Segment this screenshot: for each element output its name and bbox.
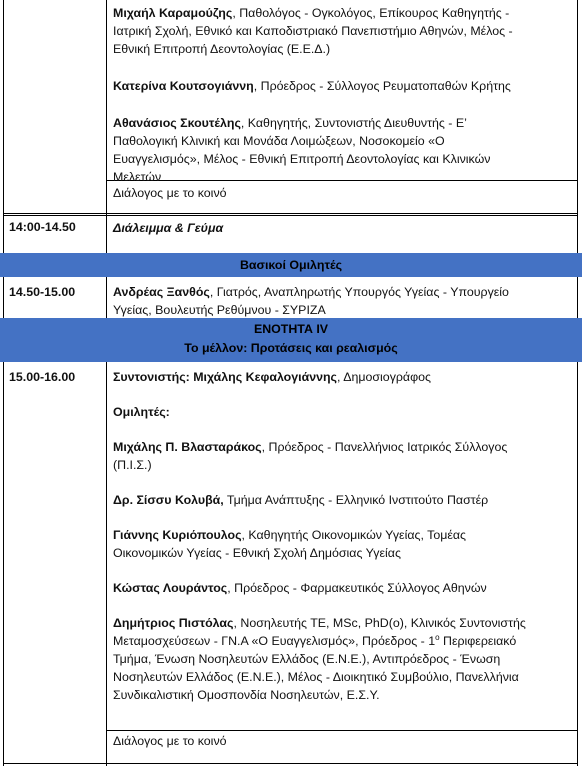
speaker-entry — [113, 4, 575, 58]
speaker-desc: Ιατρική Σχολή, Εθνικό και Καποδιστριακό Πανεπιστήμιο Αθηνών, Μέλος - — [113, 24, 513, 38]
divider-bottom-dialogue — [106, 730, 578, 731]
section-number: ΕΝΟΤΗΤΑ IV — [253, 322, 329, 336]
speaker-desc: , Πρόεδρος - Σύλλογος Ρευματοπαθών Κρήτης — [253, 79, 511, 93]
speaker-entry — [113, 579, 575, 597]
section-title: Το μέλλον: Προτάσεις και ρεαλισμός — [184, 341, 398, 355]
ordinal-superscript: ο — [435, 632, 440, 642]
speaker-desc: , Καθηγητής Οικονομικών Υγείας, Τομέας — [241, 528, 467, 542]
speaker-entry — [113, 77, 575, 95]
moderator-line — [113, 368, 575, 386]
speaker-desc: Περιφερειακό — [439, 634, 517, 648]
dialogue-text: Διάλογος με το κοινό — [113, 734, 227, 748]
speaker-entry — [113, 491, 575, 509]
keynote-cell — [113, 283, 575, 319]
speaker-entry — [113, 438, 575, 474]
speaker-desc: , Νοσηλευτής ΤΕ, MSc, PhD(o), Κλινικός Συντονιστής — [233, 616, 526, 630]
speaker-desc: Συνδικαλιστική Ομοσπονδία Νοσηλευτών, Ε.Σ.Υ. — [113, 688, 380, 702]
speaker-desc: , Πρόεδρος - Πανελλήνιος Ιατρικός Σύλλογος — [261, 440, 508, 454]
divider-row — [3, 215, 578, 216]
speaker-name: Ανδρέας Ξανθός — [113, 285, 210, 299]
break-label: Διάλειμμα & Γεύμα — [113, 221, 224, 235]
speaker-entry — [113, 614, 575, 704]
speaker-name: Κατερίνα Κουτσογιάννη — [113, 79, 254, 93]
speaker-name: Γιάννης Κυριόπουλος — [113, 528, 242, 542]
speaker-name: Κώστας Λουράντος — [113, 581, 228, 595]
speaker-name: Αθανάσιος Σκουτέλης — [113, 116, 241, 130]
speaker-desc: Ευαγγελισμός», Μέλος - Εθνική Επιτροπή Δεοντολογίας και Κλινικών — [113, 152, 491, 166]
moderator-role: , Δημοσιογράφος — [337, 370, 431, 384]
speaker-desc: , Καθηγητής, Συντονιστής Διευθυντής - Ε’ — [240, 116, 467, 130]
speaker-name: Δημήτριος Πιστόλας — [113, 616, 234, 630]
speaker-desc: Οικονομικών Υγείας - Εθνική Σχολή Δημόσιας Υγείας — [113, 546, 401, 560]
divider-row — [3, 213, 578, 214]
speaker-name: Μιχάλης Π. Βλασταράκος — [113, 440, 262, 454]
column-divider — [106, 0, 107, 766]
right-border — [577, 0, 578, 766]
speaker-desc: Νοσηλευτών Ελλάδος (Ε.Ν.Ε.), Μέλος - Διοικητικό Συμβούλιο, Πανελλήνια — [113, 670, 519, 684]
speaker-name: Δρ. Σίσσυ Κολυβά, — [113, 493, 224, 507]
speaker-name: Μιχαήλ Καραμούζης — [113, 6, 233, 20]
session-cell — [113, 368, 575, 704]
speaker-desc: (Π.Ι.Σ.) — [113, 458, 152, 472]
band-title: Βασικοί Ομιλητές — [239, 258, 343, 272]
speaker-desc: Τμήμα Ανάπτυξης - Ελληνικό Ινστιτούτο Παστέρ — [223, 493, 489, 507]
speaker-desc: Υγείας, Βουλευτής Ρεθύμνου - ΣΥΡΙΖΑ — [113, 303, 326, 317]
speaker-desc: Μεταμοσχεύσεων - ΓΝ.Α «Ο Ευαγγελισμός», Πρόεδρος - 1 — [113, 634, 436, 648]
speaker-desc: Εθνική Επιτροπή Δεοντολογίας (Ε.Ε.Δ.) — [113, 42, 331, 56]
moderator-label: Συντονιστής — [113, 370, 186, 384]
speaker-desc: , Παθολόγος - Ογκολόγος, Επίκουρος Καθηγητής - — [232, 6, 510, 20]
time-slot: 14:00-14.50 — [9, 220, 76, 234]
time-slot: 14.50-15.00 — [9, 285, 76, 299]
top-speakers-cell — [113, 4, 575, 186]
moderator-name: : Μιχάλης Κεφαλογιάννης — [185, 370, 337, 384]
left-border — [3, 0, 4, 766]
bottom-border — [3, 763, 578, 764]
speaker-desc: , Γιατρός, Αναπληρωτής Υπουργός Υγείας - Υπουργείο — [209, 285, 509, 299]
speaker-desc: Παθολογική Κλινική και Μονάδα Λοιμώξεων, Νοσοκομείο «Ο — [113, 134, 445, 148]
speaker-entry — [113, 526, 575, 562]
speakers-heading: Ομιλητές: — [113, 405, 170, 419]
speaker-desc: Τμήμα, Ένωση Νοσηλευτών Ελλάδος (Ε.Ν.Ε.), Αντιπρόεδρος - Ένωση — [113, 652, 501, 666]
speaker-desc: , Πρόεδρος - Φαρμακευτικός Σύλλογος Αθηνών — [227, 581, 487, 595]
speaker-entry — [113, 114, 575, 186]
time-slot: 15.00-16.00 — [9, 370, 76, 384]
dialogue-text: Διάλογος με το κοινό — [113, 186, 227, 200]
speaker-desc: Μελετών — [113, 170, 162, 184]
